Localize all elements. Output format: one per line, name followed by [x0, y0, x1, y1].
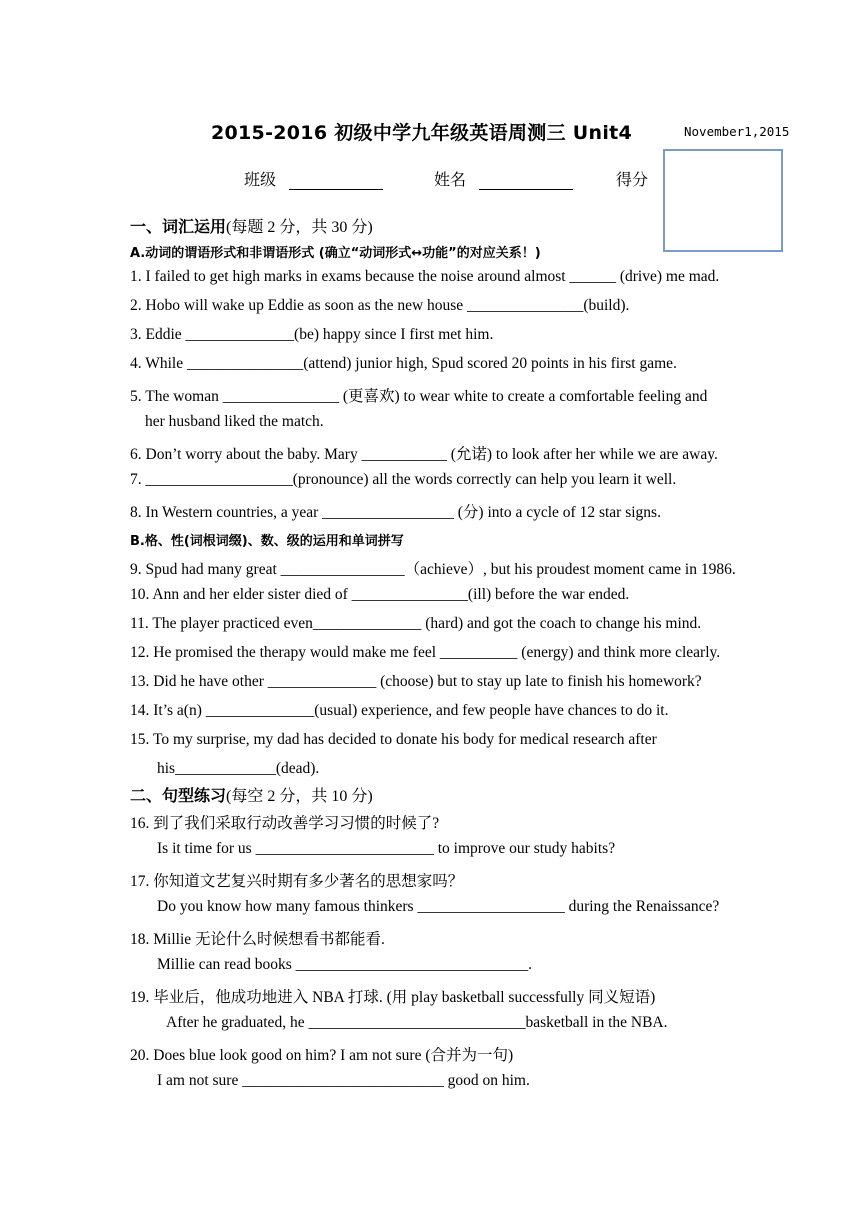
question-14: 14. It’s a(n) ______________(usual) experience, and few people have chances to do it. [130, 702, 669, 719]
question-17-prompt: 17. 你知道文艺复兴时期有多少著名的思想家吗？ [130, 873, 464, 890]
question-6: 6. Don’t worry about the baby. Mary ___________ (允诺) to look after her while we are away. [130, 446, 718, 463]
part-b-heading: B.格、性(词根词缀)、数、级的运用和单词拼写 [130, 534, 404, 549]
section1-title: 一、词汇运用 [130, 217, 227, 236]
class-label: 班级 [244, 170, 277, 189]
question-19-prompt: 19. 毕业后，他成功地进入 NBA 打球. (用 play basketball successfully 同义短语) [130, 989, 656, 1006]
section1-note: (每题 2 分，共 30 分) [226, 219, 373, 236]
section2-title: 二、句型练习 [130, 786, 227, 805]
score-box[interactable] [663, 149, 783, 252]
question-10: 10. Ann and her elder sister died of _______________(ill) before the war ended. [130, 586, 630, 603]
question-4: 4. While _______________(attend) junior high, Spud scored 20 points in his first game. [130, 355, 677, 372]
question-18-prompt: 18. Millie 无论什么时候想看书都能看. [130, 931, 385, 948]
question-8: 8. In Western countries, a year _________________ (分) into a cycle of 12 star signs. [130, 504, 661, 521]
question-12: 12. He promised the therapy would make me feel __________ (energy) and think more clearly. [130, 644, 721, 661]
section2-heading [130, 783, 373, 806]
date-label: November1,2015 [684, 124, 790, 139]
question-7: 7. ___________________(pronounce) all the words correctly can help you learn it well. [130, 471, 677, 488]
question-13: 13. Did he have other ______________ (choose) but to stay up late to finish his homework? [130, 673, 702, 690]
question-20-prompt: 20. Does blue look good on him? I am not sure (合并为一句) [130, 1047, 514, 1064]
name-field [434, 167, 573, 190]
question-15: 15. To my surprise, my dad has decided to donate his body for medical research after [130, 731, 657, 748]
question-11: 11. The player practiced even______________ (hard) and got the coach to change his mind. [130, 615, 702, 632]
score-label: 得分 [616, 170, 649, 189]
question-19-answer: After he graduated, he ____________________________basketball in the NBA. [166, 1014, 668, 1031]
section1-heading [130, 214, 373, 237]
question-16-answer: Is it time for us _______________________ to improve our study habits? [157, 840, 616, 857]
question-5-cont: her husband liked the match. [145, 413, 324, 430]
question-15-cont: his_____________(dead). [157, 760, 320, 777]
question-9: 9. Spud had many great ________________（achieve）, but his proudest moment came in 1986. [130, 561, 736, 578]
question-17-answer: Do you know how many famous thinkers ___________________ during the Renaissance? [157, 898, 720, 915]
question-5: 5. The woman _______________ (更喜欢) to wear white to create a comfortable feeling and [130, 388, 708, 405]
part-a-heading: A.动词的谓语形式和非谓语形式 (确立“动词形式↔功能”的对应关系！) [130, 246, 541, 261]
question-18-answer: Millie can read books ______________________________. [157, 956, 532, 973]
name-blank[interactable] [479, 173, 573, 190]
question-2: 2. Hobo will wake up Eddie as soon as the new house _______________(build). [130, 297, 630, 314]
class-blank[interactable] [289, 173, 383, 190]
section2-note: (每空 2 分，共 10 分) [226, 788, 373, 805]
name-label: 姓名 [434, 170, 467, 189]
page-title: 2015-2016 初级中学九年级英语周测三 Unit4 [211, 122, 633, 144]
question-1: 1. I failed to get high marks in exams because the noise around almost ______ (drive) me mad. [130, 268, 720, 285]
class-field [244, 167, 383, 190]
question-16-prompt: 16. 到了我们采取行动改善学习习惯的时候了? [130, 815, 440, 832]
question-3: 3. Eddie ______________(be) happy since I first met him. [130, 326, 494, 343]
question-20-answer: I am not sure __________________________ good on him. [157, 1072, 530, 1089]
